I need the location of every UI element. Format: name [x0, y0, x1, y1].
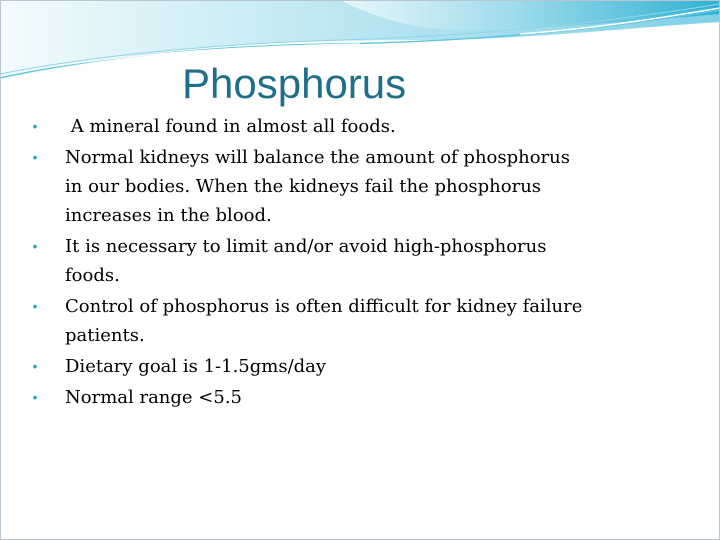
bullet-text: Control of phosphorus is often difficult for kidney failure patients. [65, 296, 583, 346]
bullet-icon: • [32, 298, 38, 314]
bullet-item [30, 112, 590, 141]
slide-title: Phosphorus [182, 60, 407, 107]
bullet-icon: • [32, 118, 38, 134]
bullet-text: It is necessary to limit and/or avoid high-phosphorus foods. [65, 236, 547, 286]
bullet-icon: • [32, 238, 38, 254]
bullet-item [30, 383, 590, 412]
bullet-icon: • [32, 149, 38, 165]
bullet-item [30, 143, 590, 230]
bullet-text: Normal range <5.5 [65, 387, 243, 408]
bullet-text: Dietary goal is 1-1.5gms/day [65, 356, 327, 377]
bullet-icon: • [32, 389, 38, 405]
bullet-item [30, 292, 590, 350]
bullet-text: A mineral found in almost all foods. [65, 116, 396, 137]
bullet-list [30, 112, 590, 414]
bullet-item [30, 232, 590, 290]
bullet-icon: • [32, 358, 38, 374]
bullet-text: Normal kidneys will balance the amount of phosphorus in our bodies. When the kidneys fail the phosphorus increases in the blood. [65, 147, 570, 226]
bullet-item [30, 352, 590, 381]
